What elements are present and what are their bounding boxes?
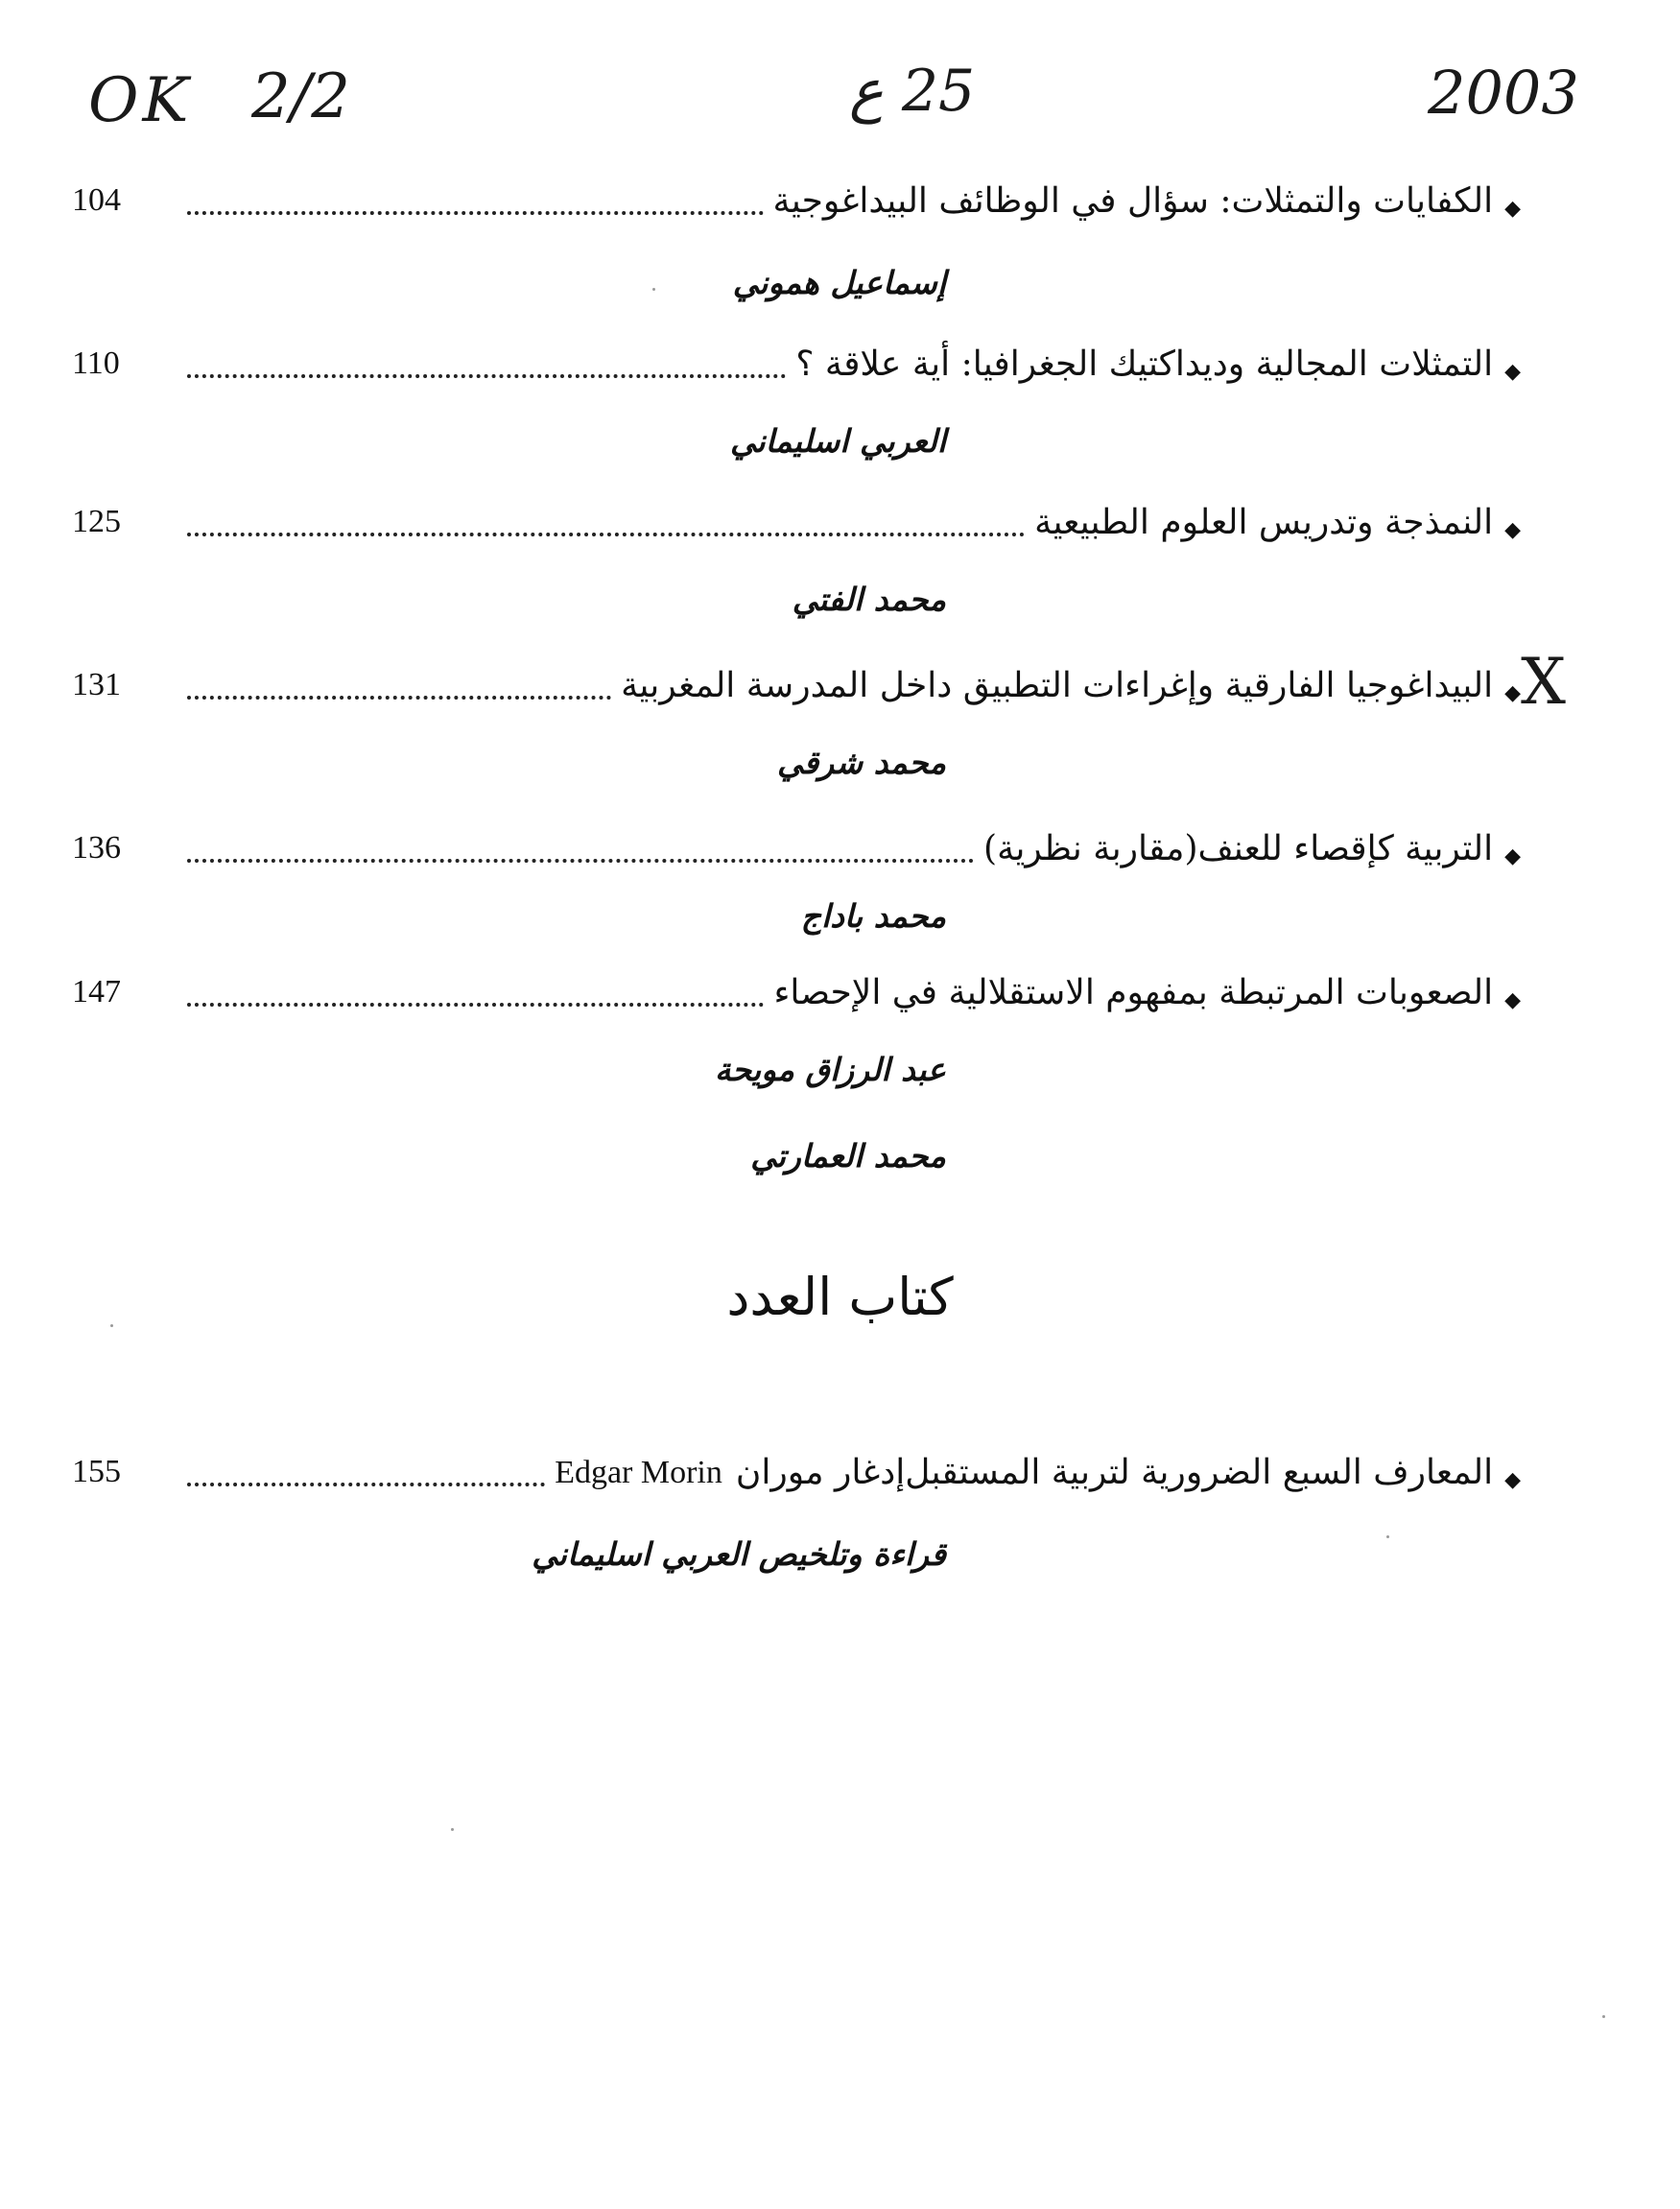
diamond-bullet-icon: ◆: [1504, 518, 1521, 542]
toc-entry: [72, 820, 1521, 878]
page-number: 131: [72, 667, 121, 702]
entry-title: النمذجة وتدريس العلوم الطبيعية: [1034, 503, 1494, 542]
toc-entry-line: [177, 657, 1521, 715]
dot-leader: [187, 859, 974, 863]
diamond-bullet-icon: ◆: [1504, 197, 1521, 221]
toc-entry-line: [177, 336, 1521, 393]
page-number: 147: [72, 974, 121, 1009]
diamond-bullet-icon: ◆: [1504, 988, 1521, 1012]
scan-speck: [110, 1324, 113, 1327]
diamond-bullet-icon: ◆: [1504, 360, 1521, 384]
entry-author: العربي اسليماني: [729, 422, 946, 460]
handwritten-ok: OK: [88, 65, 193, 136]
entry-credit: قراءة وتلخيص العربي اسليماني: [532, 1535, 946, 1573]
entry-title: التمثلات المجالية وديداكتيك الجغرافيا: أية علاقة ؟: [795, 344, 1494, 384]
entry-title: التربية كإقصاء للعنف(مقاربة نظرية): [983, 829, 1494, 868]
entry-author: إسماعيل هموني: [732, 264, 946, 301]
diamond-bullet-icon: ◆: [1504, 681, 1521, 705]
diamond-bullet-icon: ◆: [1504, 1468, 1521, 1492]
toc-entry: [72, 494, 1521, 552]
entry-title: البيداغوجيا الفارقية وإغراءات التطبيق داخل المدرسة المغربية: [621, 666, 1494, 705]
scan-speck: [652, 288, 655, 291]
toc-entry-line: [177, 1444, 1521, 1502]
scan-speck: [1386, 1535, 1389, 1538]
page-number: 155: [72, 1454, 121, 1489]
page-number: 104: [72, 182, 121, 218]
toc-entry: [72, 1444, 1521, 1502]
entry-author: محمد الفتي: [792, 581, 946, 618]
entry-title: الصعوبات المرتبطة بمفهوم الاستقلالية في الإحصاء: [773, 973, 1494, 1012]
handwritten-year: 2003: [1428, 58, 1579, 128]
page-number: 125: [72, 504, 121, 539]
entry-author: عبد الرزاق مويحة: [715, 1051, 946, 1088]
handwritten-issue-number: 25 ع: [849, 58, 976, 125]
dot-leader: [187, 211, 764, 215]
dot-leader: [187, 1003, 764, 1007]
diamond-bullet-icon: ◆: [1504, 844, 1521, 868]
entry-author: محمد شرقي: [776, 744, 946, 781]
toc-entry: [72, 964, 1521, 1022]
toc-entry-line: [177, 173, 1521, 230]
entry-title-author-latin: Edgar Morin: [555, 1455, 722, 1490]
entry-author: محمد العمارتي: [750, 1137, 946, 1175]
dot-leader: [187, 374, 786, 378]
handwritten-fraction: 2/2: [251, 61, 350, 132]
entry-title: الكفايات والتمثلات: سؤال في الوظائف البيداغوجية: [772, 181, 1494, 221]
toc-entry: [72, 336, 1521, 393]
page-number: 136: [72, 830, 121, 866]
dot-leader: [187, 533, 1025, 536]
scan-speck: [1602, 2015, 1605, 2018]
scan-speck: [451, 1828, 454, 1831]
entry-title-author-ar: إدغار موران: [735, 1453, 906, 1492]
entry-title: المعارف السبع الضرورية لتربية المستقبل: [905, 1453, 1494, 1492]
dot-leader: [187, 696, 611, 700]
toc-entry-line: [177, 820, 1521, 878]
toc-entry: [72, 173, 1521, 230]
entry-author: محمد باداج: [800, 897, 946, 935]
dot-leader: [187, 1483, 545, 1486]
toc-entry-line: [177, 964, 1521, 1022]
page-number: 110: [72, 345, 120, 381]
toc-entry: [72, 657, 1521, 715]
section-heading: كتاب العدد: [726, 1267, 954, 1327]
handwritten-x-mark: X: [1521, 645, 1566, 719]
toc-entry-line: [177, 494, 1521, 552]
